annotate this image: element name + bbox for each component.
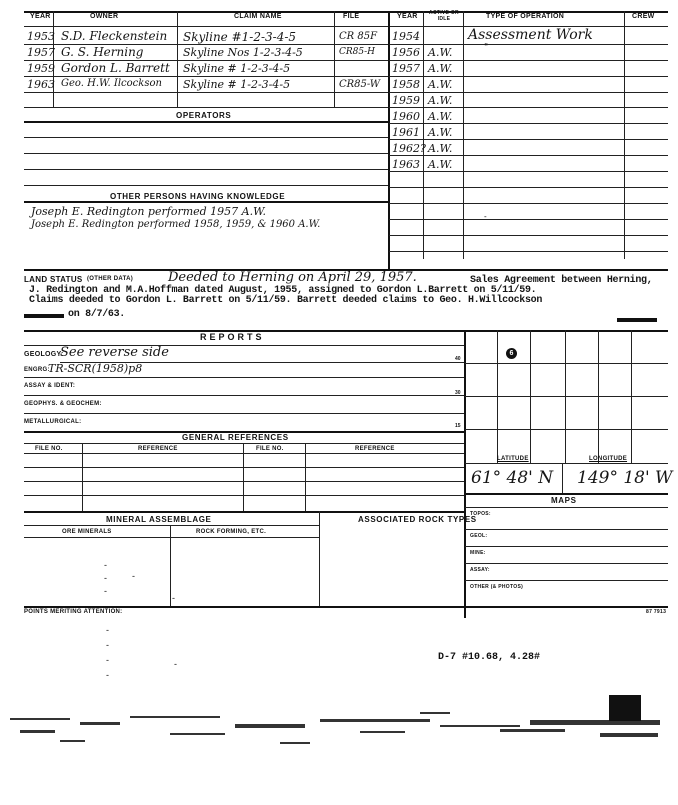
activity-3-status: A.W. xyxy=(428,78,453,91)
activity-5-status: A.W. xyxy=(428,110,453,123)
ref-line-3 xyxy=(24,481,464,482)
form-number: 87 7913 xyxy=(646,609,667,615)
reports-heading: REPORTS xyxy=(200,332,265,342)
engrg-value: TR-SCR(1958)p8 xyxy=(48,362,143,375)
latlong-divider xyxy=(562,463,563,493)
mineral-top-line xyxy=(24,511,464,513)
rock-forming-label: ROCK FORMING, ETC. xyxy=(196,529,267,535)
scale-15: 15 xyxy=(455,423,461,429)
redaction-mark-right xyxy=(617,318,657,322)
grid-row-1 xyxy=(465,363,668,364)
owner-2-name: Gordon L. Barrett xyxy=(61,61,170,75)
owner-1-name: G. S. Herning xyxy=(61,45,144,59)
activity-1-operation: " xyxy=(484,43,489,53)
maps-line-1 xyxy=(465,529,668,530)
maps-assay-label: ASSAY: xyxy=(470,567,490,573)
other-persons-top-line xyxy=(24,201,388,203)
col-line-year2 xyxy=(423,11,424,259)
maps-line-3 xyxy=(465,563,668,564)
dash-mark-8: - xyxy=(106,655,109,665)
land-status-line2: J. Redington and M.A.Hoffman dated August, 1955, assigned to Gordon L.Barrett on 5/11/59. xyxy=(29,285,537,296)
activity-7-year: 1962? xyxy=(392,142,426,155)
land-status-other-data: (OTHER DATA) xyxy=(87,276,134,282)
maps-geol-label: GEOL: xyxy=(470,533,488,539)
operators-line-3 xyxy=(24,169,388,170)
maps-heading: MAPS xyxy=(551,496,577,505)
mineral-assemblage-heading: MINERAL ASSEMBLAGE xyxy=(106,515,212,524)
mineral-col-divider xyxy=(170,525,171,606)
grid-row-2 xyxy=(465,396,668,397)
owner-2-year: 1959 xyxy=(27,62,55,75)
owner-1-year: 1957 xyxy=(27,46,55,59)
ref-file-no: FILE NO. xyxy=(35,446,63,452)
dash-mark-2: - xyxy=(104,573,107,583)
header-owner: OWNER xyxy=(90,13,119,20)
header-year-right: YEAR xyxy=(397,13,418,20)
col-divider-main xyxy=(388,11,390,269)
ref-reference-2: REFERENCE xyxy=(355,446,395,452)
activity-row-line-13 xyxy=(389,251,668,252)
reports-top-line xyxy=(24,330,668,332)
header-file: FILE xyxy=(343,13,360,20)
activity-0-operation: Assessment Work xyxy=(468,27,593,43)
operators-top-line xyxy=(24,121,388,123)
activity-3-year: 1958 xyxy=(392,78,420,91)
header-claim-name: CLAIM NAME xyxy=(234,13,282,20)
activity-8-status: A.W. xyxy=(428,158,453,171)
activity-8-year: 1963 xyxy=(392,158,420,171)
operators-line-1 xyxy=(24,137,388,138)
activity-6-status: A.W. xyxy=(428,126,453,139)
stray-mark: - xyxy=(484,212,487,221)
owner-3-year: 1963 xyxy=(27,78,55,91)
engrg-line xyxy=(24,377,464,378)
ref-col-3 xyxy=(305,443,306,511)
activity-row-line-0 xyxy=(389,44,668,45)
activity-row-line-7 xyxy=(389,155,668,156)
owner-3-name: Geo. H.W. Ilcockson xyxy=(61,78,162,89)
points-top-line xyxy=(24,606,668,608)
grid-location-marker: 6 xyxy=(506,348,517,359)
activity-0-year: 1954 xyxy=(392,30,420,43)
col-line-active xyxy=(463,11,464,259)
activity-4-status: A.W. xyxy=(428,94,453,107)
owner-0-year: 1953 xyxy=(27,30,55,43)
owner-row-line-3 xyxy=(24,76,388,77)
knowledge-line-2: Joseph E. Redington performed 1958, 1959, & 1960 A.W. xyxy=(31,219,321,230)
header-type-of-operation: TYPE OF OPERATION xyxy=(486,13,565,20)
activity-2-status: A.W. xyxy=(428,62,453,75)
maps-other-label: OTHER (& PHOTOS) xyxy=(470,584,524,590)
ref-col-1 xyxy=(82,443,83,511)
maps-line-2 xyxy=(465,546,668,547)
activity-row-line-5 xyxy=(389,123,668,124)
mineral-header-line xyxy=(24,537,319,538)
latitude-label: LATITUDE xyxy=(497,456,529,462)
assay-label: ASSAY & IDENT: xyxy=(24,383,76,389)
ref-line-1 xyxy=(24,453,464,454)
dash-mark-7: - xyxy=(106,640,109,650)
activity-row-line-8 xyxy=(389,171,668,172)
ref-col-2 xyxy=(243,443,244,511)
activity-row-line-1 xyxy=(389,60,668,61)
header-active-idle: ACTIVE OR IDLE xyxy=(429,10,459,22)
land-status-handwritten: Deeded to Herning on April 29, 1957. xyxy=(168,270,417,285)
dash-mark-5: - xyxy=(172,593,175,603)
activity-row-line-4 xyxy=(389,107,668,108)
header-year: YEAR xyxy=(30,13,51,20)
owner-1-claim: Skyline Nos 1-2-3-4-5 xyxy=(183,46,303,59)
activity-row-line-10 xyxy=(389,203,668,204)
dash-mark-9: - xyxy=(174,659,177,669)
rock-types-divider xyxy=(319,511,320,606)
grid-row-3 xyxy=(465,429,668,430)
points-meriting-label: POINTS MERITING ATTENTION: xyxy=(24,609,123,615)
ore-minerals-label: ORE MINERALS xyxy=(62,529,112,535)
geology-label: GEOLOGY: xyxy=(24,351,64,358)
dash-mark-10: - xyxy=(106,670,109,680)
activity-4-year: 1959 xyxy=(392,94,420,107)
other-persons-heading: OTHER PERSONS HAVING KNOWLEDGE xyxy=(110,192,286,201)
maps-header-line xyxy=(465,507,668,508)
general-references-heading: GENERAL REFERENCES xyxy=(182,433,289,442)
owner-row-line-4 xyxy=(24,92,388,93)
activity-6-year: 1961 xyxy=(392,126,420,139)
associated-rock-types-heading: ASSOCIATED ROCK TYPES xyxy=(358,515,477,524)
maps-top-line xyxy=(465,493,668,495)
activity-row-line-9 xyxy=(389,187,668,188)
land-status-line1: Sales Agreement between Herning, xyxy=(470,275,653,286)
scale-40: 40 xyxy=(455,356,461,362)
longitude-label: LONGITUDE xyxy=(589,456,628,462)
owner-2-claim: Skyline # 1-2-3-4-5 xyxy=(183,62,291,75)
land-status-label: LAND STATUS xyxy=(24,275,83,284)
references-header-line xyxy=(24,443,464,444)
knowledge-line-1: Joseph E. Redington performed 1957 A.W. xyxy=(31,205,266,218)
land-status-line3: Claims deeded to Gordon L. Barrett on 5/11/59. Barrett deeded claims to Geo. H.Willcockson xyxy=(29,295,543,306)
ref-line-2 xyxy=(24,467,464,468)
dash-mark-3: - xyxy=(104,586,107,596)
owner-1-file: CR85-H xyxy=(339,47,376,57)
maps-mine-label: MINE: xyxy=(470,550,486,556)
header-crew: CREW xyxy=(632,13,655,20)
right-panel-divider xyxy=(464,330,466,618)
metallurgical-label: METALLURGICAL: xyxy=(24,419,82,425)
latlong-header-line xyxy=(465,463,668,464)
redaction-mark-left xyxy=(24,314,64,318)
activity-row-line-6 xyxy=(389,139,668,140)
ref-reference: REFERENCE xyxy=(138,446,178,452)
geology-value: See reverse side xyxy=(60,345,169,360)
activity-row-line-12 xyxy=(389,235,668,236)
ref-file-no-2: FILE NO. xyxy=(256,446,284,452)
activity-1-status: A.W. xyxy=(428,46,453,59)
scan-noise-band xyxy=(0,700,678,770)
assay-line xyxy=(24,395,464,396)
owner-3-claim: Skyline # 1-2-3-4-5 xyxy=(183,78,291,91)
latitude-value: 61° 48' N xyxy=(471,468,554,488)
activity-5-year: 1960 xyxy=(392,110,420,123)
owner-0-file: CR 85F xyxy=(339,31,378,42)
land-status-line4: on 8/7/63. xyxy=(68,309,126,320)
engrg-label: ENGRG: xyxy=(24,367,50,373)
owner-row-line-5 xyxy=(24,107,388,108)
col-line-operation xyxy=(624,11,625,259)
geophys-line xyxy=(24,413,464,414)
footer-code: D-7 #10.68, 4.28# xyxy=(438,652,541,663)
mineral-subheader-line xyxy=(24,525,319,526)
operators-line-4 xyxy=(24,185,388,186)
owner-3-file: CR85-W xyxy=(339,79,381,90)
scale-30: 30 xyxy=(455,390,461,396)
maps-line-4 xyxy=(465,580,668,581)
activity-row-line-11 xyxy=(389,219,668,220)
dash-mark-6: - xyxy=(106,625,109,635)
dash-mark-1: - xyxy=(104,560,107,570)
operators-heading: OPERATORS xyxy=(176,111,232,120)
activity-2-year: 1957 xyxy=(392,62,420,75)
activity-7-status: A.W. xyxy=(428,142,453,155)
activity-row-line-2 xyxy=(389,76,668,77)
owner-0-name: S.D. Fleckenstein xyxy=(61,29,168,43)
ref-line-4 xyxy=(24,495,464,496)
operators-line-2 xyxy=(24,153,388,154)
geophys-label: GEOPHYS. & GEOCHEM: xyxy=(24,401,102,407)
longitude-value: 149° 18' W xyxy=(577,468,673,488)
dash-mark-4: - xyxy=(132,571,135,581)
maps-topos-label: TOPOS: xyxy=(470,511,491,517)
activity-row-line-3 xyxy=(389,92,668,93)
activity-1-year: 1956 xyxy=(392,46,420,59)
owner-0-claim: Skyline #1-2-3-4-5 xyxy=(183,30,297,44)
